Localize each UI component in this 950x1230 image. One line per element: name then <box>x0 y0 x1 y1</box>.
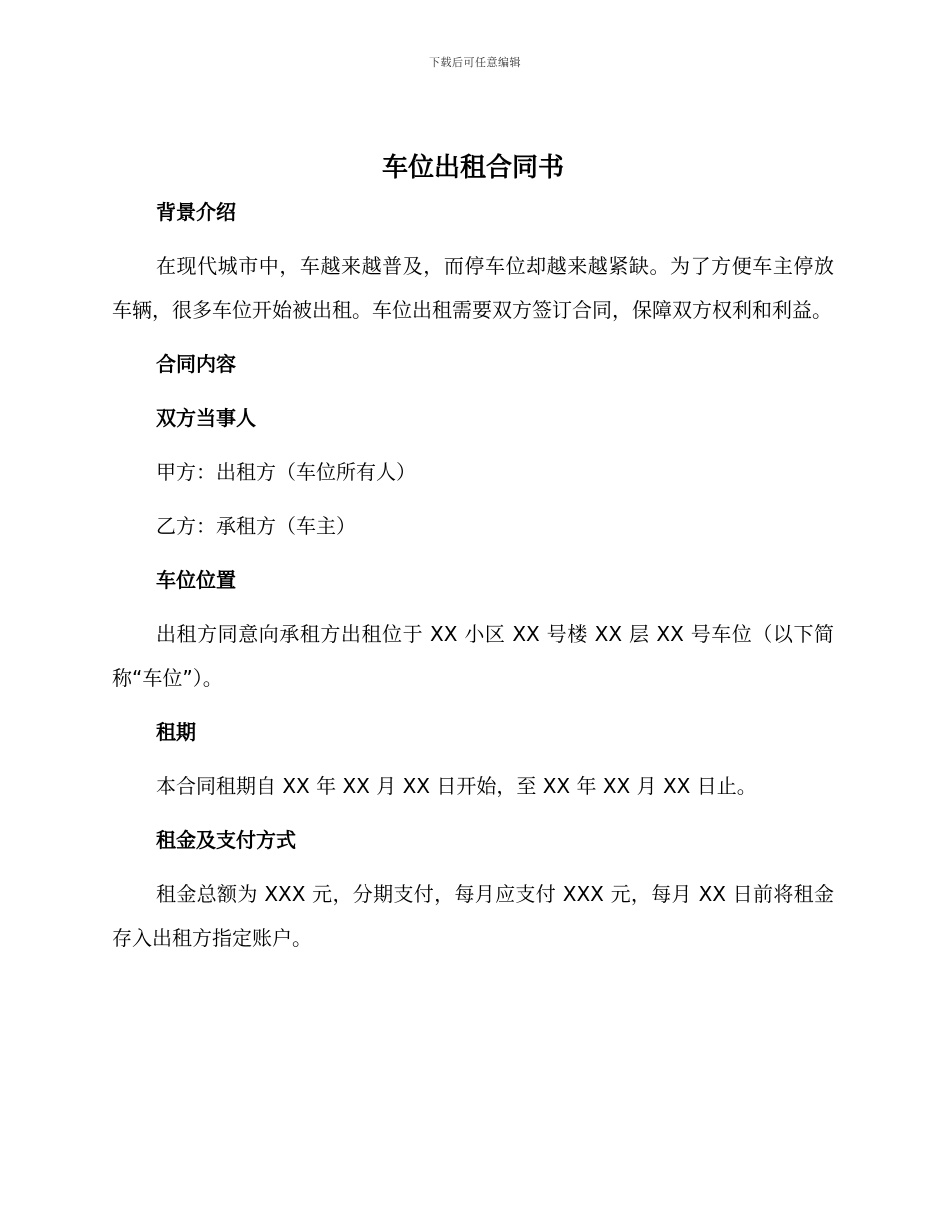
paragraph-background: 在现代城市中，车越来越普及，而停车位却越来越紧缺。为了方便车主停放车辆，很多车位开始被出租。车位出租需要双方签订合同，保障双方权利和利益。 <box>112 254 834 322</box>
section-heading-location: 车位位置 <box>156 568 236 592</box>
section-heading-payment: 租金及支付方式 <box>156 828 296 852</box>
section-heading-contract-content: 合同内容 <box>156 352 236 376</box>
document-title: 车位出租合同书 <box>381 153 564 183</box>
paragraph-location: 出租方同意向承租方出租位于 XX 小区 XX 号楼 XX 层 XX 号车位（以下简称“车位”）。 <box>112 622 834 690</box>
section-heading-background: 背景介绍 <box>156 200 236 224</box>
paragraph-party-a: 甲方：出租方（车位所有人） <box>156 460 416 484</box>
paragraph-term: 本合同租期自 XX 年 XX 月 XX 日开始，至 XX 年 XX 月 XX 日止。 <box>156 774 757 798</box>
paragraph-party-b: 乙方：承租方（车主） <box>156 514 356 538</box>
section-heading-term: 租期 <box>156 720 196 744</box>
page-header-note: 下载后可任意编辑 <box>429 56 521 69</box>
paragraph-payment: 租金总额为 XXX 元，分期支付，每月应支付 XXX 元，每月 XX 日前将租金存入出租方指定账户。 <box>112 882 834 950</box>
document-body <box>112 146 834 960</box>
section-heading-parties: 双方当事人 <box>156 406 256 430</box>
